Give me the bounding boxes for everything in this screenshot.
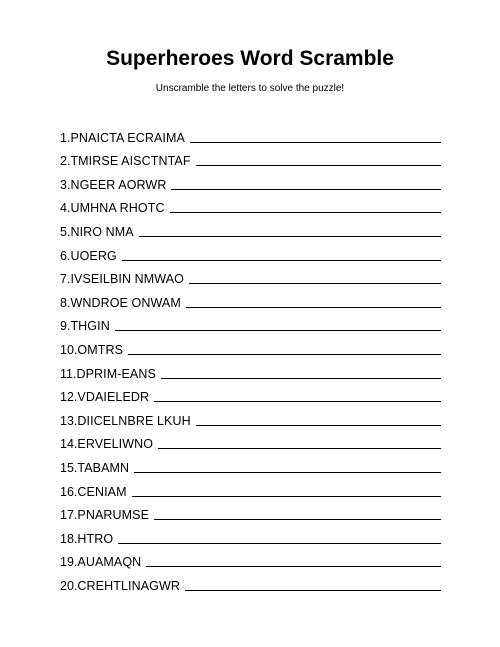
answer-line[interactable]	[161, 378, 441, 379]
answer-line[interactable]	[122, 260, 441, 261]
scrambled-word: TABAMN	[77, 460, 130, 475]
scrambled-word: CREHTLINAGWR	[77, 578, 180, 593]
scramble-item	[60, 240, 441, 264]
scrambled-word: CENIAM	[77, 484, 127, 499]
answer-line[interactable]	[186, 307, 441, 308]
answer-line[interactable]	[154, 401, 441, 402]
scrambled-word: DPRIM-EANS	[76, 366, 156, 381]
scramble-item	[60, 452, 441, 476]
item-number: 3.	[60, 177, 71, 192]
scramble-item	[60, 429, 441, 453]
scramble-item	[60, 405, 441, 429]
item-number: 13.	[60, 413, 78, 428]
answer-line[interactable]	[128, 354, 441, 355]
scrambled-word: NIRO NMA	[70, 224, 134, 239]
page-title: Superheroes Word Scramble	[106, 47, 394, 70]
scramble-item	[60, 358, 441, 382]
item-number: 19.	[60, 555, 78, 570]
item-number: 8.	[60, 295, 71, 310]
answer-line[interactable]	[134, 472, 441, 473]
item-number: 10.	[60, 342, 78, 357]
scramble-item	[60, 122, 441, 146]
answer-line[interactable]	[196, 425, 441, 426]
item-number: 7.	[60, 272, 71, 287]
page-subtitle: Unscramble the letters to solve the puzzle!	[155, 83, 345, 94]
item-number: 20.	[60, 578, 78, 593]
scrambled-word: AUAMAQN	[77, 555, 142, 570]
item-number: 15.	[60, 460, 78, 475]
answer-line[interactable]	[132, 496, 441, 497]
scramble-item	[60, 334, 441, 358]
scramble-item	[60, 287, 441, 311]
item-number: 1.	[60, 130, 71, 145]
scrambled-word: OMTRS	[77, 342, 124, 357]
answer-line[interactable]	[146, 566, 441, 567]
scramble-item	[60, 476, 441, 500]
item-number: 11.	[60, 366, 77, 381]
scrambled-word: IVSEILBIN NMWAO	[70, 272, 184, 287]
answer-line[interactable]	[154, 519, 441, 520]
scramble-item	[60, 169, 441, 193]
item-number: 16.	[60, 484, 78, 499]
item-number: 2.	[60, 154, 71, 169]
item-number: 5.	[60, 224, 71, 239]
scramble-item	[60, 311, 441, 335]
scrambled-word: THGIN	[70, 319, 110, 334]
scramble-item	[60, 570, 441, 594]
answer-line[interactable]	[196, 165, 441, 166]
scrambled-word: DIICELNBRE LKUH	[77, 413, 191, 428]
scrambled-word: PNAICTA ECRAIMA	[70, 130, 185, 145]
scrambled-word: PNARUMSE	[77, 508, 150, 523]
answer-line[interactable]	[118, 543, 441, 544]
answer-line[interactable]	[115, 330, 441, 331]
item-number: 12.	[60, 390, 78, 405]
item-number: 4.	[60, 201, 71, 216]
answer-line[interactable]	[189, 283, 441, 284]
item-number: 14.	[60, 437, 78, 452]
scrambled-word: TMIRSE AISCTNTAF	[70, 154, 191, 169]
scramble-item	[60, 216, 441, 240]
scramble-item	[60, 193, 441, 217]
scramble-item	[60, 264, 441, 288]
scrambled-word: WNDROE ONWAM	[70, 295, 181, 310]
scrambled-word: NGEER AORWR	[70, 177, 167, 192]
item-number: 9.	[60, 319, 71, 334]
item-number: 18.	[60, 531, 78, 546]
scramble-item	[60, 146, 441, 170]
scrambled-word: UOERG	[70, 248, 117, 263]
answer-line[interactable]	[158, 448, 441, 449]
scrambled-word: VDAIELEDR	[77, 390, 150, 405]
scramble-item	[60, 547, 441, 571]
scramble-item	[60, 523, 441, 547]
scramble-item	[60, 382, 441, 406]
answer-line[interactable]	[185, 590, 441, 591]
item-number: 6.	[60, 248, 71, 263]
scrambled-word: ERVELIWNO	[77, 437, 154, 452]
item-number: 17.	[60, 508, 78, 523]
answer-line[interactable]	[171, 189, 441, 190]
scrambled-word: UMHNA RHOTC	[70, 201, 165, 216]
answer-line[interactable]	[190, 142, 441, 143]
answer-line[interactable]	[139, 236, 441, 237]
answer-line[interactable]	[170, 212, 441, 213]
scrambled-word: HTRO	[77, 531, 114, 546]
scramble-list	[60, 122, 441, 594]
scramble-item	[60, 500, 441, 524]
